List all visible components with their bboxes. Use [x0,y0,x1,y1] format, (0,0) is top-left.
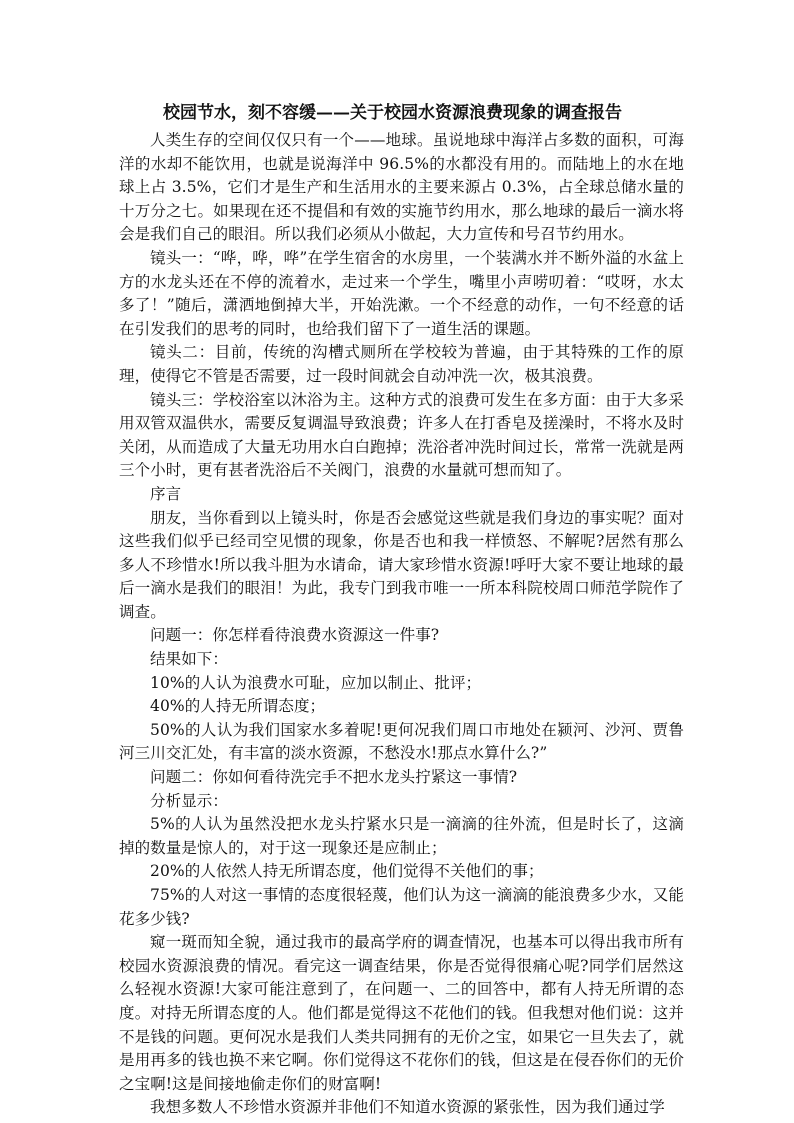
section-heading-preface: 序言 [150,484,182,503]
paragraph-intro: 人类生存的空间仅仅只有一个——地球。虽说地球中海洋占多数的面积，可海洋的水却不能饮用，也就是说海洋中 96.5%的水都没有用的。而陆地上的水在地球上占 3.5%，它们才是生产和生活用水的主要来源占 0.3%，占全球总储水量的十万分之七。如果现在还不提倡和有效的实施节约用水，那么地球的最后一滴水将会是我们自己的眼泪。所以我们必须从小做起，大力宣传和号召节约用水。 [119,131,684,244]
paragraph-final: 我想多数人不珍惜水资源并非他们不知道水资源的紧张性，因为我们通过学 [150,1098,665,1117]
analysis-5-percent: 5%的人认为虽然没把水龙头拧紧水只是一滴滴的往外流，但是时长了，这滴掉的数量是惊人的，对于这一现象还是应制止； [119,815,684,857]
question-two: 问题二：你如何看待洗完手不把水龙头拧紧这一事情? [150,768,518,787]
document-page [119,101,684,1120]
paragraph-scene-two: 镜头二：目前，传统的沟槽式厕所在学校较为普遍，由于其特殊的工作的原理，使得它不管是否需要，过一段时间就会自动冲洗一次，极其浪费。 [119,343,684,385]
analysis-label: 分析显示： [150,791,229,810]
result-50-percent: 50%的人认为我们国家水多着呢!更何况我们周口市地处在颍河、沙河、贾鲁河三川交汇处，有丰富的淡水资源，不愁没水!那点水算什么?” [119,720,684,763]
analysis-75-percent: 75%的人对这一事情的态度很轻蔑，他们认为这一滴滴的能浪费多少水，又能花多少钱? [119,886,684,928]
result-10-percent: 10%的人认为浪费水可耻，应加以制止、批评； [150,673,482,692]
paragraph-preface: 朋友，当你看到以上镜头时，你是否会感觉这些就是我们身边的事实呢？面对这些我们似乎已经司空见惯的现象，你是否也和我一样愤怒、不解呢?居然有那么多人不珍惜水!所以我斗胆为水请命，请大家珍惜水资源!呼吁大家不要让地球的最后一滴水是我们的眼泪！为此，我专门到我市唯一一所本科院校周口师范学院作了调查。 [119,508,684,621]
paragraph-scene-one: 镜头一：“哗，哗，哗”在学生宿舍的水房里，一个装满水并不断外溢的水盆上方的水龙头还在不停的流着水，走过来一个学生，嘴里小声唠叨着：“哎呀，水太多了！”随后，潇洒地倒掉大半，开始洗漱。一个不经意的动作，一句不经意的话在引发我们的思考的同时，也给我们留下了一道生活的课题。 [119,248,684,338]
report-title: 校园节水，刻不容缓——关于校园水资源浪费现象的调查报告 [163,103,622,123]
result-40-percent: 40%的人持无所谓态度； [150,697,326,716]
analysis-20-percent: 20%的人依然人持无所谓态度，他们觉得不关他们的事； [150,862,544,881]
question-one: 问题一：你怎样看待浪费水资源这一件事? [150,626,440,645]
paragraph-conclusion: 窥一斑而知全貌，通过我市的最高学府的调查情况，也基本可以得出我市所有校园水资源浪费的情况。看完这一调查结果，你是否觉得很痛心呢?同学们居然这么轻视水资源!大家可能注意到了，在问题一、二的回答中，都有人持无所谓的态度。对持无所谓态度的人。他们都是觉得这不花他们的钱。但我想对他们说：这并不是钱的问题。更何况水是我们人类共同拥有的无价之宝，如果它一旦失去了，就是用再多的钱也换不来它啊。你们觉得这不花你们的钱，但这是在侵吞你们的无价之宝啊!这是间接地偷走你们的财富啊! [119,933,684,1093]
paragraph-scene-three: 镜头三：学校浴室以沐浴为主。这种方式的浪费可发生在多方面：由于大多采用双管双温供水，需要反复调温导致浪费；许多人在打香皂及搓澡时，不将水及时关闭，从而造成了大量无功用水白白跑掉；洗浴者冲洗时间过长，常常一洗就是两三个小时，更有甚者洗浴后不关阀门，浪费的水量就可想而知了。 [119,390,684,480]
results-label: 结果如下： [150,650,229,669]
